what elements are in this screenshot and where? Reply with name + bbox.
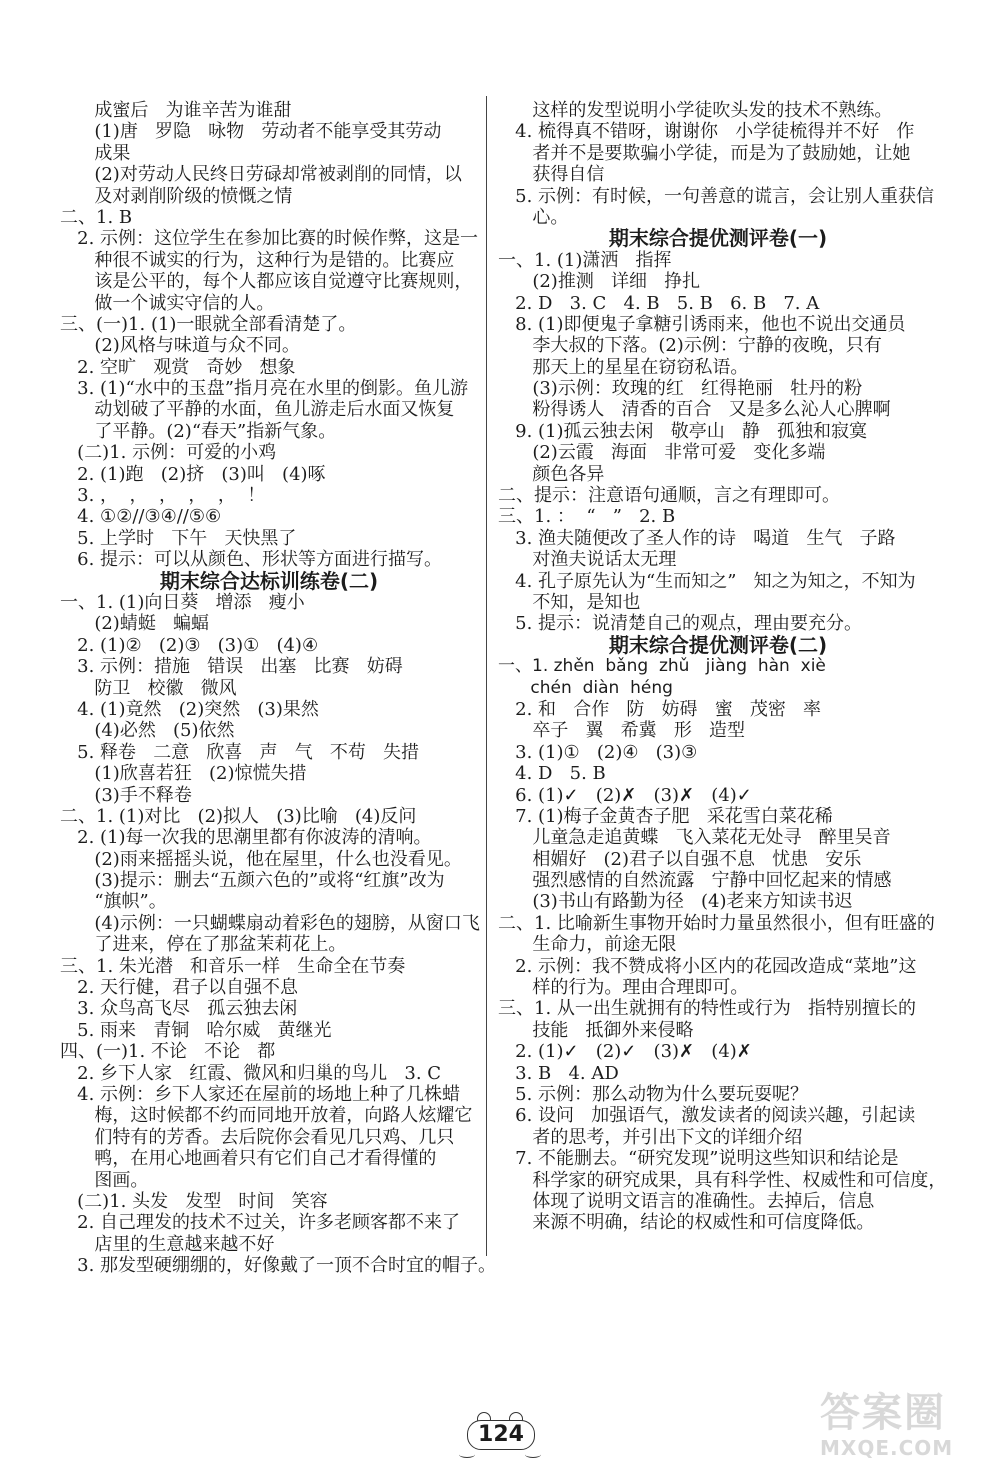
answer-line: 科学家的研究成果，具有科学性、权威性和可信度， xyxy=(498,1169,947,1191)
page-number: 124 xyxy=(467,1420,535,1450)
answer-line: 三、1. ： “ ” 2. B xyxy=(498,506,676,528)
answer-line: 6. 提示：可以从颜色、形状等方面进行描写。 xyxy=(60,549,443,571)
answer-line: 李大叔的下落。(2)示例：宁静的夜晚，只有 xyxy=(498,335,882,357)
answer-line: 种很不诚实的行为，这种行为是错的。比赛应 xyxy=(60,249,455,271)
answer-line: 二、1. B xyxy=(60,206,133,228)
answer-line: 二、1. (1)对比 (2)拟人 (3)比喻 (4)反问 xyxy=(60,805,417,827)
answer-line: 梅，这时候都不约而同地开放着，向路人炫耀它 xyxy=(60,1105,473,1127)
answer-line: (2)风格与味道与众不同。 xyxy=(60,335,300,357)
answer-line: 4. D 5. B xyxy=(498,763,606,785)
answer-line: 获得自信 xyxy=(498,164,605,186)
answer-line: 了平静。(2)“春天”指新气象。 xyxy=(60,420,337,442)
column-divider xyxy=(486,96,487,1256)
answer-line: 成蜜后 为谁辛苦为谁甜 xyxy=(60,100,292,121)
answer-line: (3)书山有路勤为径 (4)老来方知读书迟 xyxy=(498,891,853,913)
answer-line: 4. 示例：乡下人家还在屋前的场地上种了几株蜡 xyxy=(60,1083,461,1105)
answer-line: 5. 上学时 下午 天快黑了 xyxy=(60,527,297,549)
answer-line: 生命力，前途无限 xyxy=(498,934,677,956)
answer-line: (二)1. 头发 发型 时间 笑容 xyxy=(60,1190,328,1212)
answer-line: 一、1. (1)潇洒 指挥 xyxy=(498,249,672,271)
answer-line: 5. 雨来 青铜 哈尔威 黄继光 xyxy=(60,1019,332,1041)
answer-line: 2. 自己理发的技术不过关，许多老顾客都不来了 xyxy=(60,1212,461,1234)
answer-line: 2. (1)② (2)③ (3)① (4)④ xyxy=(60,634,319,656)
answer-line: 做一个诚实守信的人。 xyxy=(60,292,275,314)
answer-line: 图画。 xyxy=(60,1169,149,1191)
answer-line: 强烈感情的自然流露 宁静中回忆起来的情感 xyxy=(498,870,892,892)
answer-line: 4. 梳得真不错呀，谢谢你 小学徒梳得并不好 作 xyxy=(498,121,915,143)
answer-line: 5. 示例：有时候，一句善意的谎言，会让别人重获信 xyxy=(498,185,935,207)
left-column xyxy=(60,100,497,1277)
answer-line: 6. 设问 加强语气，激发读者的阅读兴趣，引起读 xyxy=(498,1105,916,1127)
answer-line: 2. 天行健，君子以自强不息 xyxy=(60,977,299,999)
answer-line: 店里的生意越来越不好 xyxy=(60,1233,275,1255)
answer-line: (2)云霞 海面 非常可爱 变化多端 xyxy=(498,442,826,464)
answer-line: 6. (1)✓ (2)✗ (3)✗ (4)✓ xyxy=(498,784,752,806)
answer-line: 儿童急走追黄蝶 飞入菜花无处寻 醉里吴音 xyxy=(498,827,891,849)
answer-line: 颜色各异 xyxy=(498,463,605,485)
answer-line: 体现了说明文语言的准确性。去掉后，信息 xyxy=(498,1190,875,1212)
answer-line: 2. (1)跑 (2)挤 (3)叫 (4)啄 xyxy=(60,463,326,485)
frog-right-foot-icon xyxy=(525,1451,541,1458)
answer-line: 3. 众鸟高飞尽 孤云独去闲 xyxy=(60,998,298,1020)
watermark-title: 答案圈 xyxy=(820,1390,946,1436)
answer-line: 者的思考，并引出下文的详细介绍 xyxy=(498,1126,803,1148)
answer-line: 2. 乡下人家 红霞、微风和归巢的鸟儿 3. C xyxy=(60,1062,442,1084)
answer-line: 3. (1)① (2)④ (3)③ xyxy=(498,741,698,763)
answer-line: 3. 示例：措施 错误 出塞 比赛 妨碍 xyxy=(60,656,403,678)
answer-line: 4. ①②//③④//⑤⑥ xyxy=(60,506,222,528)
section-heading: 期末综合提优测评卷(一) xyxy=(608,226,828,251)
answer-line: 二、1. 比喻新生事物开始时力量虽然很小，但有旺盛的 xyxy=(498,912,935,934)
answer-line: 5. 提示：说清楚自己的观点，理由要充分。 xyxy=(498,613,863,635)
answer-line: 3. ， ， ， ， ， ！ xyxy=(60,485,266,507)
answer-line: 3. B 4. AD xyxy=(498,1062,619,1084)
answer-line: 对渔夫说话太无理 xyxy=(498,549,677,571)
answer-line: 5. 释卷 二意 欣喜 声 气 不苟 失措 xyxy=(60,741,420,763)
answer-line: 动划破了平静的水面，鱼儿游走后水面又恢复 xyxy=(60,399,455,421)
answer-line: (1)唐 罗隐 咏物 劳动者不能享受其劳动 xyxy=(60,121,442,143)
answer-line: 一、1. (1)向日葵 增添 瘦小 xyxy=(60,591,305,613)
answer-line: 3. 那发型硬绷绷的，好像戴了一顶不合时宜的帽子。 xyxy=(60,1255,497,1277)
answer-line: 二、提示：注意语句通顺，言之有理即可。 xyxy=(498,485,840,507)
answer-line: (3)示例：玫瑰的红 红得艳丽 牡丹的粉 xyxy=(498,378,863,400)
watermark-logo xyxy=(820,1390,990,1470)
answer-line: 们特有的芳香。去后院你会看见几只鸡、几只 xyxy=(60,1126,455,1148)
answer-line: 四、(一)1. 不论 不论 都 xyxy=(60,1041,276,1063)
answer-line: 2. (1)每一次我的思潮里都有你波涛的清响。 xyxy=(60,827,432,849)
answer-line: 该是公平的，每个人都应该自觉遵守比赛规则， xyxy=(60,271,473,293)
answer-line: (2)推测 详细 挣扎 xyxy=(498,271,701,293)
answer-line: 了进来，停在了那盆茉莉花上。 xyxy=(60,934,347,956)
answer-line: (二)1. 示例：可爱的小鸡 xyxy=(60,442,277,464)
answer-line: (2)对劳动人民终日劳碌却常被剥削的同情，以 xyxy=(60,164,462,186)
answer-line: (4)示例：一只蝴蝶扇动着彩色的翅膀，从窗口飞 xyxy=(60,912,480,934)
answer-line: 三、(一)1. (1)一眼就全部看清楚了。 xyxy=(60,313,357,335)
answer-line: 三、1. 朱光潜 和音乐一样 生命全在节奏 xyxy=(60,955,406,977)
answer-line: 8. (1)即便鬼子拿糖引诱雨来，他也不说出交通员 xyxy=(498,313,906,335)
answer-line: 2. 示例：这位学生在参加比赛的时候作弊，这是一 xyxy=(60,228,479,250)
answer-line: 那天上的星星在窃窃私语。 xyxy=(498,356,749,378)
answer-line: (2)雨来摇摇头说，他在屋里，什么也没看见。 xyxy=(60,848,462,870)
answer-line: 7. 不能删去。“研究发现”说明这些知识和结论是 xyxy=(498,1148,899,1170)
answer-line: 2. 空旷 观赏 奇妙 想象 xyxy=(60,356,296,378)
answer-line: 3. 渔夫随便改了圣人作的诗 喝道 生气 子路 xyxy=(498,527,896,549)
answer-line: 者并不是要欺骗小学徒，而是为了鼓励她，让她 xyxy=(498,142,911,164)
answer-line: (3)手不释卷 xyxy=(60,784,192,806)
answer-line: 技能 抵御外来侵略 xyxy=(498,1019,694,1041)
answer-line: 相媚好 (2)君子以自强不息 忧患 安乐 xyxy=(498,848,862,870)
answer-line: 9. (1)孤云独去闲 敬亭山 静 孤独和寂寞 xyxy=(498,420,868,442)
answer-line: 5. 示例：那么动物为什么要玩耍呢？ xyxy=(498,1083,809,1105)
answer-line: 三、1. 从一出生就拥有的特性或行为 指特别擅长的 xyxy=(498,998,917,1020)
answer-line: (2)蜻蜓 蝙蝠 xyxy=(60,613,209,635)
answer-line: 2. (1)✓ (2)✓ (3)✗ (4)✗ xyxy=(498,1041,752,1063)
watermark-url: MXQE.COM xyxy=(820,1436,954,1460)
answer-line: 4. 孔子原先认为“生而知之” 知之为知之，不知为 xyxy=(498,570,916,592)
answer-line: 这样的发型说明小学徒吹头发的技术不熟练。 xyxy=(498,100,893,121)
answer-line: (1)欣喜若狂 (2)惊慌失措 xyxy=(60,763,307,785)
frog-left-foot-icon xyxy=(459,1451,475,1458)
answer-line: 2. 和 合作 防 妨碍 蜜 茂密 率 xyxy=(498,698,822,720)
right-column xyxy=(498,100,947,1234)
answer-line: 心。 xyxy=(498,206,569,228)
answer-line: 样的行为。理由合理即可。 xyxy=(498,977,749,999)
answer-line: 3. (1)“水中的玉盘”指月亮在水里的倒影。鱼儿游 xyxy=(60,378,468,400)
answer-line: 粉得诱人 清香的百合 又是多么沁人心脾啊 xyxy=(498,399,891,421)
answer-line: 鸭，在用心地画着只有它们自己才看得懂的 xyxy=(60,1148,437,1170)
answer-line: 不知，是知也 xyxy=(498,591,641,613)
section-heading: 期末综合达标训练卷(二) xyxy=(159,568,379,593)
answer-line: 一、1. zhěn bǎng zhǔ jiàng hàn xiè xyxy=(498,656,826,677)
page-footer xyxy=(455,1412,545,1462)
answer-line: 防卫 校徽 微风 xyxy=(60,677,237,699)
answer-line: 7. (1)梅子金黄杏子肥 采花雪白菜花稀 xyxy=(498,805,833,827)
answer-line: 2. 示例：我不赞成将小区内的花园改造成“菜地”这 xyxy=(498,955,917,977)
answer-line: (4)必然 (5)依然 xyxy=(60,720,235,742)
answer-line: 及对剥削阶级的愤慨之情 xyxy=(60,185,293,207)
answer-line: 2. D 3. C 4. B 5. B 6. B 7. A xyxy=(498,292,820,314)
answer-line: 卒子 翼 希冀 形 造型 xyxy=(498,720,745,742)
answer-line: (3)提示：删去“五颜六色的”或将“红旗”改为 xyxy=(60,870,445,892)
answer-line: 4. (1)竟然 (2)突然 (3)果然 xyxy=(60,698,319,720)
section-heading: 期末综合提优测评卷(二) xyxy=(608,632,828,657)
answer-line: “旗帜”。 xyxy=(60,891,167,913)
answer-line: 来源不明确，结论的权威性和可信度降低。 xyxy=(498,1212,875,1234)
answer-line: 成果 xyxy=(60,142,131,164)
answer-line: chén diàn héng xyxy=(498,677,673,698)
